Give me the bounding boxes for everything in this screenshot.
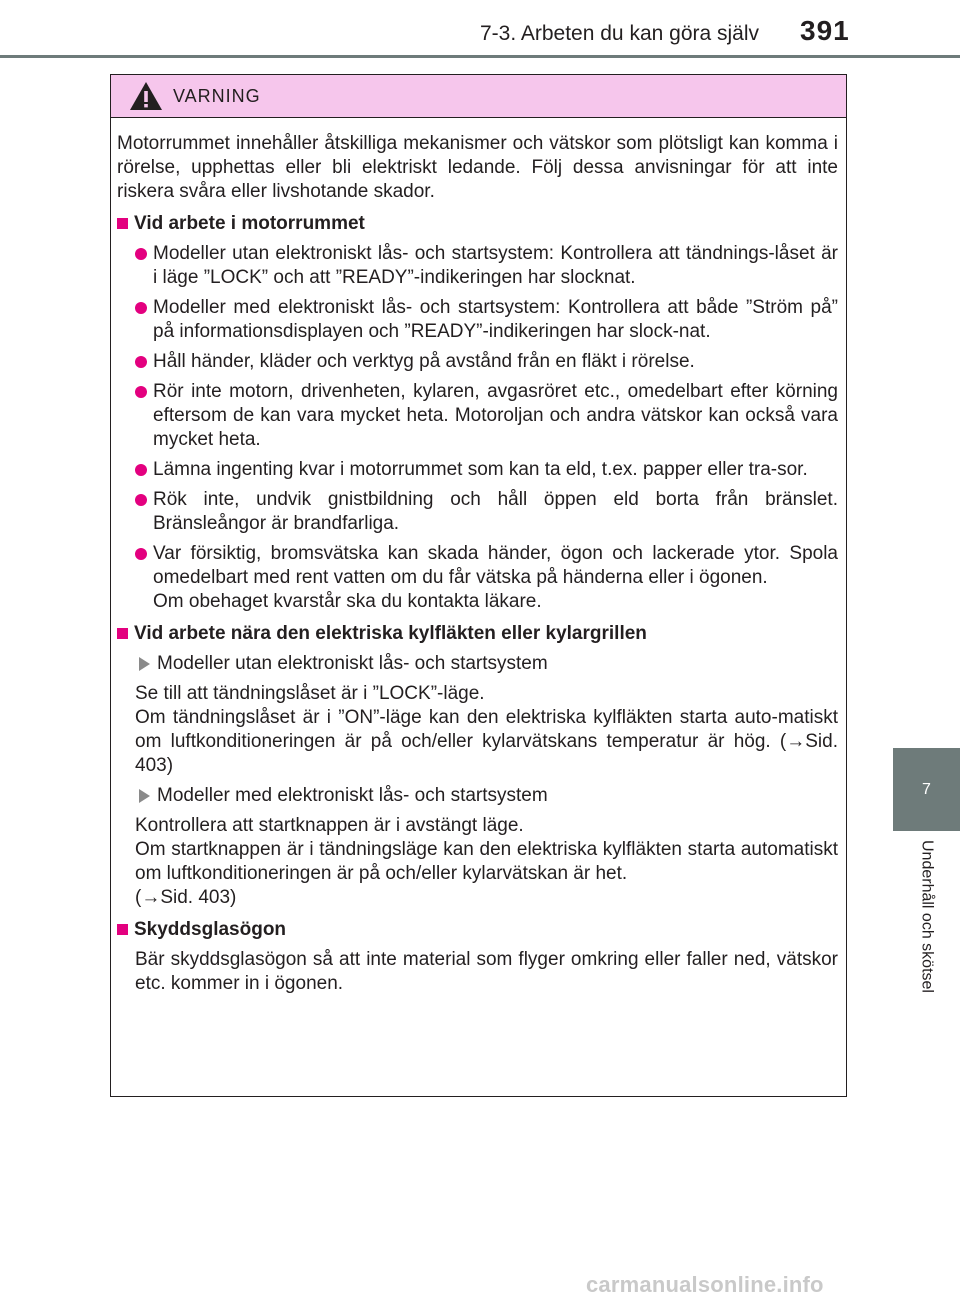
warning-box [110, 74, 847, 1097]
section-heading [117, 622, 838, 646]
list-item-text: Om obehaget kvarstår ska du kontakta läkare. [153, 591, 542, 612]
triangle-bullet-icon [139, 657, 150, 671]
arrow-right-icon: → [786, 731, 806, 752]
dot-bullet-icon [135, 248, 147, 260]
warning-triangle-icon [129, 81, 163, 111]
section-heading [117, 212, 838, 236]
warning-body [111, 118, 846, 996]
dot-bullet-icon [135, 386, 147, 398]
page-number: 391 [800, 15, 850, 46]
paragraph-text: Kontrollera att startknappen är i avstängt läge. [135, 815, 524, 836]
sub-heading-text: Modeller med elektroniskt lås- och startsystem [157, 785, 548, 806]
section-title-fan: Vid arbete nära den elektriska kylfläkten eller kylargrillen [134, 623, 647, 644]
list-item-text: Lämna ingenting kvar i motorrummet som kan ta eld, t.ex. papper eller tra-sor. [153, 459, 808, 480]
list-item [117, 296, 838, 344]
list-item [117, 350, 838, 374]
dot-bullet-icon [135, 302, 147, 314]
chapter-label [893, 840, 960, 1040]
list-item-text: Rök inte, undvik gnistbildning och håll öppen eld borta från bränslet. Bränsleångor är brandfarliga. [153, 489, 838, 534]
paragraph-text: Se till att tändningslåset är i ”LOCK”-läge. [135, 683, 485, 704]
sub-heading [117, 784, 838, 808]
list-item-text: Håll händer, kläder och verktyg på avstånd från en fläkt i rörelse. [153, 351, 695, 372]
paragraph-text: Om startknappen är i tändningsläge kan den elektriska kylfläkten starta automatiskt om luftkonditioneringen är på och/eller kylarvätskan är het. [135, 839, 838, 884]
square-bullet-icon [117, 924, 128, 935]
chapter-title: Underhåll och skötsel [918, 840, 936, 993]
page-reference-link[interactable]: Sid. 403) [160, 887, 237, 908]
chapter-number: 7 [922, 780, 931, 798]
chapter-tab [893, 748, 960, 831]
sub-heading-text: Modeller utan elektroniskt lås- och startsystem [157, 653, 548, 674]
header-rule [0, 55, 960, 58]
dot-bullet-icon [135, 356, 147, 368]
list-item-text: Modeller med elektroniskt lås- och startsystem: Kontrollera att både ”Ström på” på informationsdisplayen och ”READY”-indikeringen har slock-nat. [153, 297, 838, 342]
warning-intro: Motorrummet innehåller åtskilliga mekanismer och vätskor som plötsligt kan komma i rörelse, upphettas eller bli elektriskt ledande. Följ dessa anvisningar för att inte riskera svåra eller livshotande skador. [117, 133, 838, 202]
section-title-glasses: Skyddsglasögon [134, 919, 287, 940]
paragraph [117, 682, 838, 778]
paragraph: Bär skyddsglasögon så att inte material som flyger omkring eller faller ned, vätskor etc. kommer in i ögonen. [135, 949, 838, 994]
list-item-text: Var försiktig, bromsvätska kan skada händer, ögon och lackerade ytor. Spola omedelbart med rent vatten om du får vätska på händerna eller i ögonen. [153, 543, 838, 588]
dot-bullet-icon [135, 494, 147, 506]
dot-bullet-icon [135, 548, 147, 560]
list-item [117, 488, 838, 536]
section-title-engine: Vid arbete i motorrummet [134, 213, 365, 234]
page-reference-link[interactable]: Sid. 403) [135, 731, 838, 776]
list-item [117, 542, 838, 614]
list-item [117, 242, 838, 290]
list-item-text: Rör inte motorn, drivenheten, kylaren, avgasröret etc., omedelbart efter körning eftersom de kan vara mycket heta. Motoroljan och andra vätskor kan också vara mycket heta. [153, 381, 838, 450]
list-item [117, 380, 838, 452]
square-bullet-icon [117, 218, 128, 229]
warning-header [111, 75, 846, 118]
arrow-right-icon: → [141, 887, 161, 908]
paragraph-text: ( [135, 887, 142, 908]
list-item [117, 458, 838, 482]
warning-label: VARNING [173, 85, 261, 106]
paragraph [117, 814, 838, 910]
dot-bullet-icon [135, 464, 147, 476]
square-bullet-icon [117, 628, 128, 639]
list-item-text: Modeller utan elektroniskt lås- och startsystem: Kontrollera att tändnings-låset är i läge ”LOCK” och att ”READY”-indikeringen har slocknat. [153, 243, 838, 288]
paragraph-text: Om tändningslåset är i ”ON”-läge kan den elektriska kylfläkten starta auto-matiskt om luftkonditioneringen är på och/eller kylarvätskans temperatur är hög. ( [135, 707, 838, 752]
section-heading [117, 918, 838, 942]
section-title: 7-3. Arbeten du kan göra själv [480, 22, 760, 45]
sub-heading [117, 652, 838, 676]
watermark: carmanualsonline.info [586, 1272, 824, 1297]
triangle-bullet-icon [139, 789, 150, 803]
